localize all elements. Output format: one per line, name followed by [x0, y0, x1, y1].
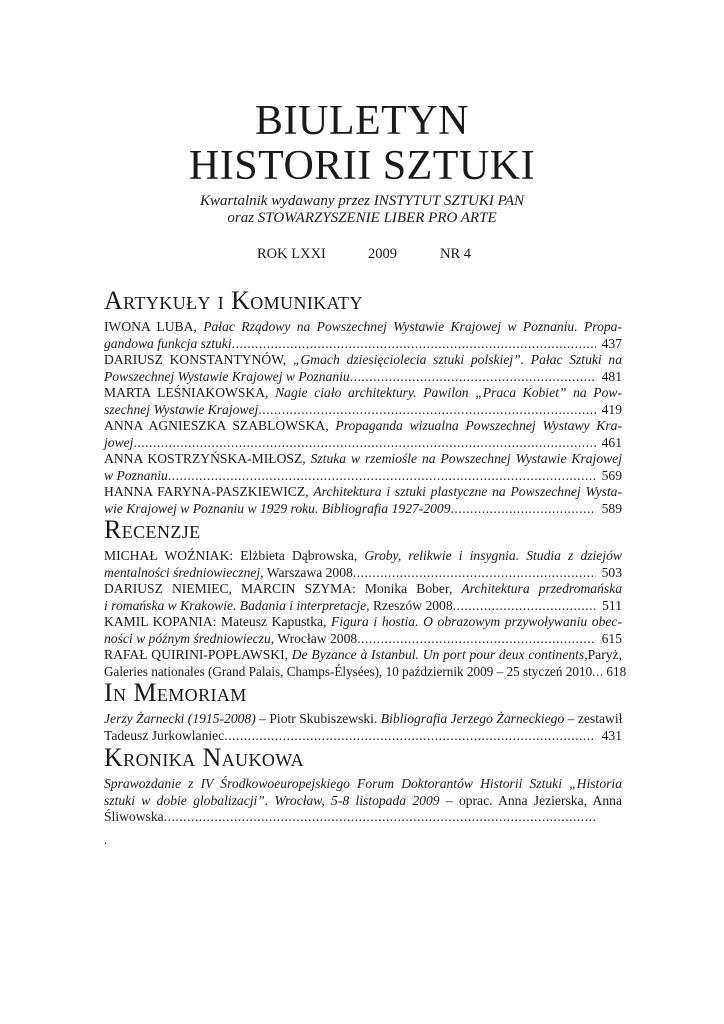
toc-entry [104, 614, 622, 647]
entry-author: MARTA LEŚNIAKOWSKA, [104, 385, 276, 400]
toc-entry [104, 548, 622, 581]
toc-entry [104, 484, 622, 517]
leader-dots [224, 728, 596, 745]
toc-entry [104, 319, 622, 352]
entry-author: DARIUSZ KONSTANTYNÓW, [104, 352, 293, 367]
chronicle-authors: – oprac. Anna Jezierska, Anna [439, 792, 622, 808]
toc-entry [104, 776, 622, 826]
entry-title-cont: szechnej Wystawie Krajowej [104, 401, 259, 417]
entry-page-number: 615 [601, 630, 622, 646]
memoriam-compiled: – zestawił [564, 711, 622, 726]
journal-title-line1: BIULETYN [255, 98, 469, 144]
leader-dots [353, 565, 596, 582]
entry-title-cont: wie Krajowej w Poznaniu w 1929 roku. Bibliografia 1927-2009 [104, 500, 451, 516]
entry-title: Architektura i sztuki plastyczne na Powszechnej Wysta- [313, 484, 622, 499]
entry-title: Nagie ciało architektury. Pawilon „Praca Kobiet” na Pow- [275, 385, 622, 400]
review-author: MICHAŁ WOŹNIAK: Elżbieta Dąbrowska, [104, 548, 365, 563]
review-title: Groby, relikwie i insygnia. Studia z dziejów [364, 548, 622, 563]
toc-entry [104, 711, 622, 744]
year-label: 2009 [368, 246, 397, 262]
review-author: KAMIL KOPANIA: Mateusz Kapustka, [104, 614, 332, 629]
volume-label: ROK LXXI [257, 246, 326, 262]
review-author: RAFAŁ QUIRINI-POPŁAWSKI, [104, 647, 292, 662]
entry-title: Sztuka w rzemiośle na Powszechnej Wystawie Krajowej [310, 451, 622, 466]
review-title: Architektura przedromańska [461, 581, 622, 596]
toc-entry [104, 451, 622, 484]
entry-author: IWONA LUBA, [104, 319, 204, 334]
entry-page-number: 437 [601, 335, 622, 351]
entry-page-number: 569 [601, 467, 622, 483]
toc-entry [104, 581, 622, 614]
review-author: DARIUSZ NIEMIEC, MARCIN SZYMA: Monika Bober, [104, 581, 462, 596]
publisher-line1: Kwartalnik wydawany przez INSTYTUT SZTUKI PAN [199, 193, 525, 209]
entry-title: „Gmach dziesięciolecia sztuki polskiej”. Pałac Sztuki na [292, 352, 622, 367]
entry-author: ANNA KOSTRZYŃSKA-MIŁOSZ, [104, 451, 311, 466]
review-place-year: Wrocław 2008 [274, 630, 358, 646]
entry-page-number: 589 [601, 500, 622, 516]
review-venue-dates: Galeries nationales (Grand Palais, Champs-Élysées), 10 październik 2009 – 25 styczeń 2010 [104, 663, 593, 679]
entry-title: Propaganda wizualna Powszechnej Wystawy Kra- [335, 418, 622, 433]
leader-dots [164, 809, 596, 826]
leader-dots [451, 501, 596, 518]
entry-page-number: 431 [601, 727, 622, 743]
review-title: Figura i hostia. O obrazowym przywoływaniu obec- [331, 614, 622, 629]
entry-page-number: 419 [601, 401, 622, 417]
entry-page-number: 461 [601, 434, 622, 450]
review-place-year: , Rzeszów 2008 [366, 597, 453, 613]
review-title: De Byzance à Istanbul. Un port pour deux continents, [291, 647, 588, 662]
entry-title: Pałac Rządowy na Powszechnej Wystawie Krajowej w Poznaniu. Propa- [203, 319, 622, 334]
entry-title-cont: jowej [104, 434, 134, 450]
entry-page-number: 618 [606, 663, 627, 679]
leader-dots [453, 598, 596, 615]
section-heading-articles: Artykuły i Komunikaty [104, 286, 363, 315]
entry-page-number: 511 [602, 597, 622, 613]
section-heading-chronicle: Kronika Naukowa [104, 743, 305, 772]
entry-title-cont: w Poznaniu [104, 467, 168, 483]
entry-page-number: 503 [601, 564, 622, 580]
leader-dots [133, 435, 596, 452]
review-title-cont: mentalności średniowiecznej, [104, 564, 264, 580]
journal-title-line2: HISTORII SZTUKI [188, 143, 536, 189]
memoriam-subject: Jerzy Żarnecki (1915-2008) [104, 711, 256, 726]
memoriam-author: – Piotr Skubiszewski. [255, 711, 381, 726]
memoriam-bibliography: Bibliografia Jerzego Żarneckiego [380, 711, 565, 726]
toc-entry [104, 385, 622, 418]
section-heading-memoriam: In Memoriam [104, 678, 247, 707]
review-place: Paryż, [587, 647, 622, 662]
section-heading-reviews: Recenzje [104, 515, 201, 544]
entry-title-cont: gandowa funkcja sztuki [104, 335, 232, 351]
chronicle-author-cont: Śliwowska [104, 809, 164, 825]
leader-dots [232, 336, 596, 353]
entry-page-number: 481 [601, 368, 622, 384]
entry-author: HANNA FARYNA-PASZKIEWICZ, [104, 484, 314, 499]
toc-entry [104, 647, 648, 680]
review-title-cont: i romańska w Krakowie. Badania i interpretacje [104, 597, 367, 613]
leader-dots [168, 468, 596, 485]
stray-mark: . [104, 832, 108, 847]
publisher-line2: oraz STOWARZYSZENIE LIBER PRO ARTE [227, 210, 497, 226]
leader-dots [258, 402, 596, 419]
toc-entry [104, 352, 622, 385]
entry-author: ANNA AGNIESZKA SZABLOWSKA, [104, 418, 336, 433]
review-place-year: Warszawa 2008 [263, 564, 353, 580]
toc-entry [104, 418, 622, 451]
memoriam-compiler: Tadeusz Jurkowlaniec [104, 727, 225, 743]
entry-title-cont: Powszechnej Wystawie Krajowej w Poznaniu [104, 368, 350, 384]
leader-dots [592, 664, 602, 681]
leader-dots [357, 631, 596, 648]
issue-number: NR 4 [440, 246, 472, 262]
review-title-cont: ności w późnym średniowieczu, [104, 630, 275, 646]
chronicle-title: Sprawozdanie z IV Środkowoeuropejskiego Forum Doktorantów Historii Sztuki „Historia [104, 776, 622, 791]
leader-dots [350, 369, 596, 386]
chronicle-title-cont: sztuki w dobie globalizacji”. Wrocław, 5-8 listopada 2009 [104, 792, 440, 808]
